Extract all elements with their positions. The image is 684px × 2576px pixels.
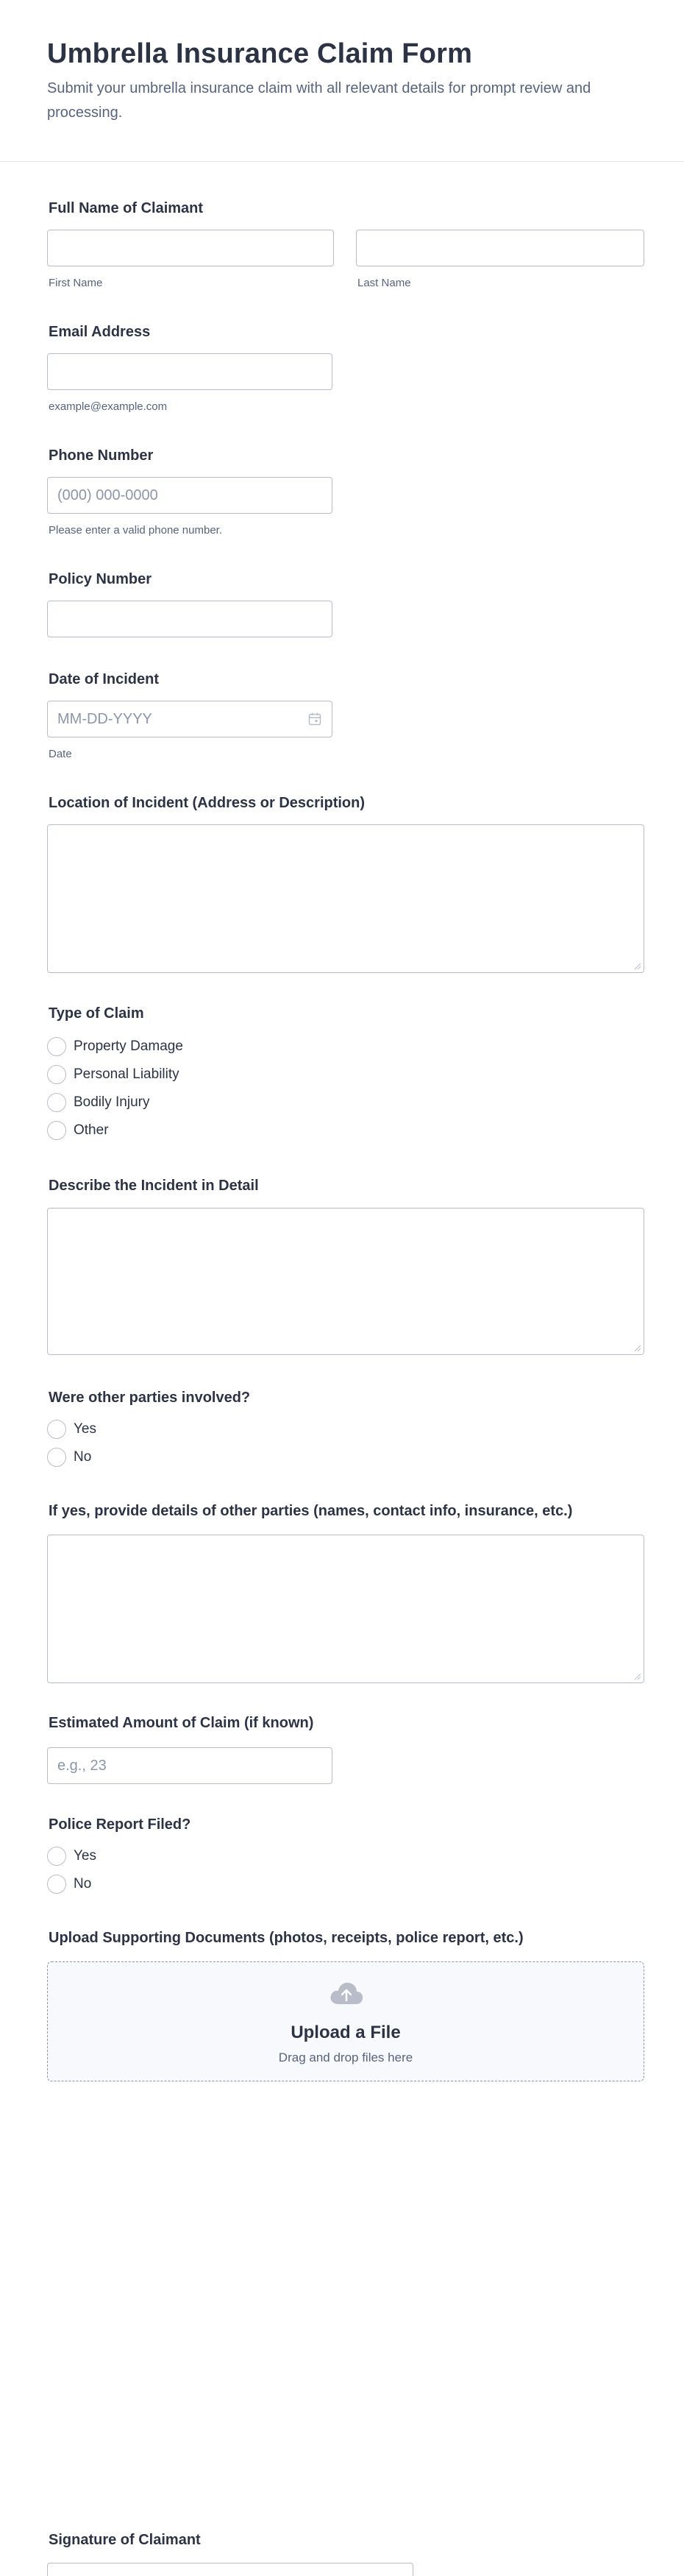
phone-label: Phone Number bbox=[49, 447, 154, 464]
other-details-label: If yes, provide details of other parties (names, contact info, insurance, etc.) bbox=[49, 1503, 573, 1519]
email-sublabel: example@example.com bbox=[49, 400, 168, 413]
resize-handle-icon[interactable] bbox=[633, 1343, 641, 1352]
other-details-textarea[interactable] bbox=[47, 1535, 644, 1683]
radio-police-no[interactable]: No bbox=[47, 1874, 91, 1894]
radio-circle[interactable] bbox=[47, 1420, 66, 1439]
radio-circle[interactable] bbox=[47, 1847, 66, 1866]
radio-circle[interactable] bbox=[47, 1121, 66, 1140]
radio-circle[interactable] bbox=[47, 1037, 66, 1056]
radio-circle[interactable] bbox=[47, 1093, 66, 1112]
first-name-sublabel: First Name bbox=[49, 277, 103, 289]
calendar-icon[interactable] bbox=[307, 712, 322, 726]
upload-title: Upload a File bbox=[291, 2023, 401, 2042]
police-report-label: Police Report Filed? bbox=[49, 1816, 191, 1833]
radio-other-parties-no[interactable]: No bbox=[47, 1447, 91, 1468]
phone-input[interactable] bbox=[47, 477, 332, 514]
full-name-label: Full Name of Claimant bbox=[49, 200, 204, 216]
claim-type-label: Type of Claim bbox=[49, 1005, 144, 1022]
upload-label: Upload Supporting Documents (photos, receipts, police report, etc.) bbox=[49, 1930, 524, 1946]
upload-dropzone[interactable] bbox=[47, 1961, 644, 2081]
describe-label: Describe the Incident in Detail bbox=[49, 1178, 259, 1194]
form-title: Umbrella Insurance Claim Form bbox=[47, 38, 473, 69]
phone-sublabel: Please enter a valid phone number. bbox=[49, 524, 222, 537]
radio-police-yes[interactable]: Yes bbox=[47, 1846, 96, 1866]
date-input[interactable] bbox=[47, 701, 332, 737]
amount-input[interactable] bbox=[47, 1747, 332, 1784]
radio-property-damage[interactable]: Property Damage bbox=[47, 1036, 183, 1057]
email-label: Email Address bbox=[49, 324, 151, 340]
radio-other[interactable]: Other bbox=[47, 1120, 109, 1141]
first-name-input[interactable] bbox=[47, 230, 334, 266]
form-header bbox=[0, 0, 684, 162]
police-report-group bbox=[47, 1846, 644, 1897]
email-input[interactable] bbox=[47, 353, 332, 390]
signature-label: Signature of Claimant bbox=[49, 2532, 201, 2548]
radio-circle[interactable] bbox=[47, 1448, 66, 1467]
signature-pad[interactable] bbox=[47, 2563, 413, 2576]
radio-personal-liability[interactable]: Personal Liability bbox=[47, 1064, 179, 1085]
date-label: Date of Incident bbox=[49, 671, 160, 687]
form-subtitle: Submit your umbrella insurance claim with all relevant details for prompt review and processing. bbox=[47, 80, 591, 121]
last-name-input[interactable] bbox=[356, 230, 644, 266]
radio-circle[interactable] bbox=[47, 1065, 66, 1084]
radio-other-parties-yes[interactable]: Yes bbox=[47, 1419, 96, 1440]
policy-number-input[interactable] bbox=[47, 601, 332, 637]
other-parties-label: Were other parties involved? bbox=[49, 1390, 251, 1406]
other-parties-group bbox=[47, 1419, 644, 1471]
last-name-sublabel: Last Name bbox=[357, 277, 411, 289]
upload-subtitle: Drag and drop files here bbox=[278, 2050, 413, 2064]
date-sublabel: Date bbox=[49, 748, 72, 760]
radio-bodily-injury[interactable]: Bodily Injury bbox=[47, 1092, 150, 1113]
amount-label: Estimated Amount of Claim (if known) bbox=[49, 1715, 314, 1731]
radio-circle[interactable] bbox=[47, 1875, 66, 1894]
claim-type-group bbox=[47, 1036, 644, 1154]
resize-handle-icon[interactable] bbox=[633, 1671, 641, 1680]
policy-label: Policy Number bbox=[49, 571, 152, 587]
resize-handle-icon[interactable] bbox=[633, 961, 641, 970]
cloud-upload-icon bbox=[329, 1980, 364, 2006]
location-textarea[interactable] bbox=[47, 824, 644, 973]
location-label: Location of Incident (Address or Description) bbox=[49, 795, 366, 811]
describe-textarea[interactable] bbox=[47, 1208, 644, 1355]
